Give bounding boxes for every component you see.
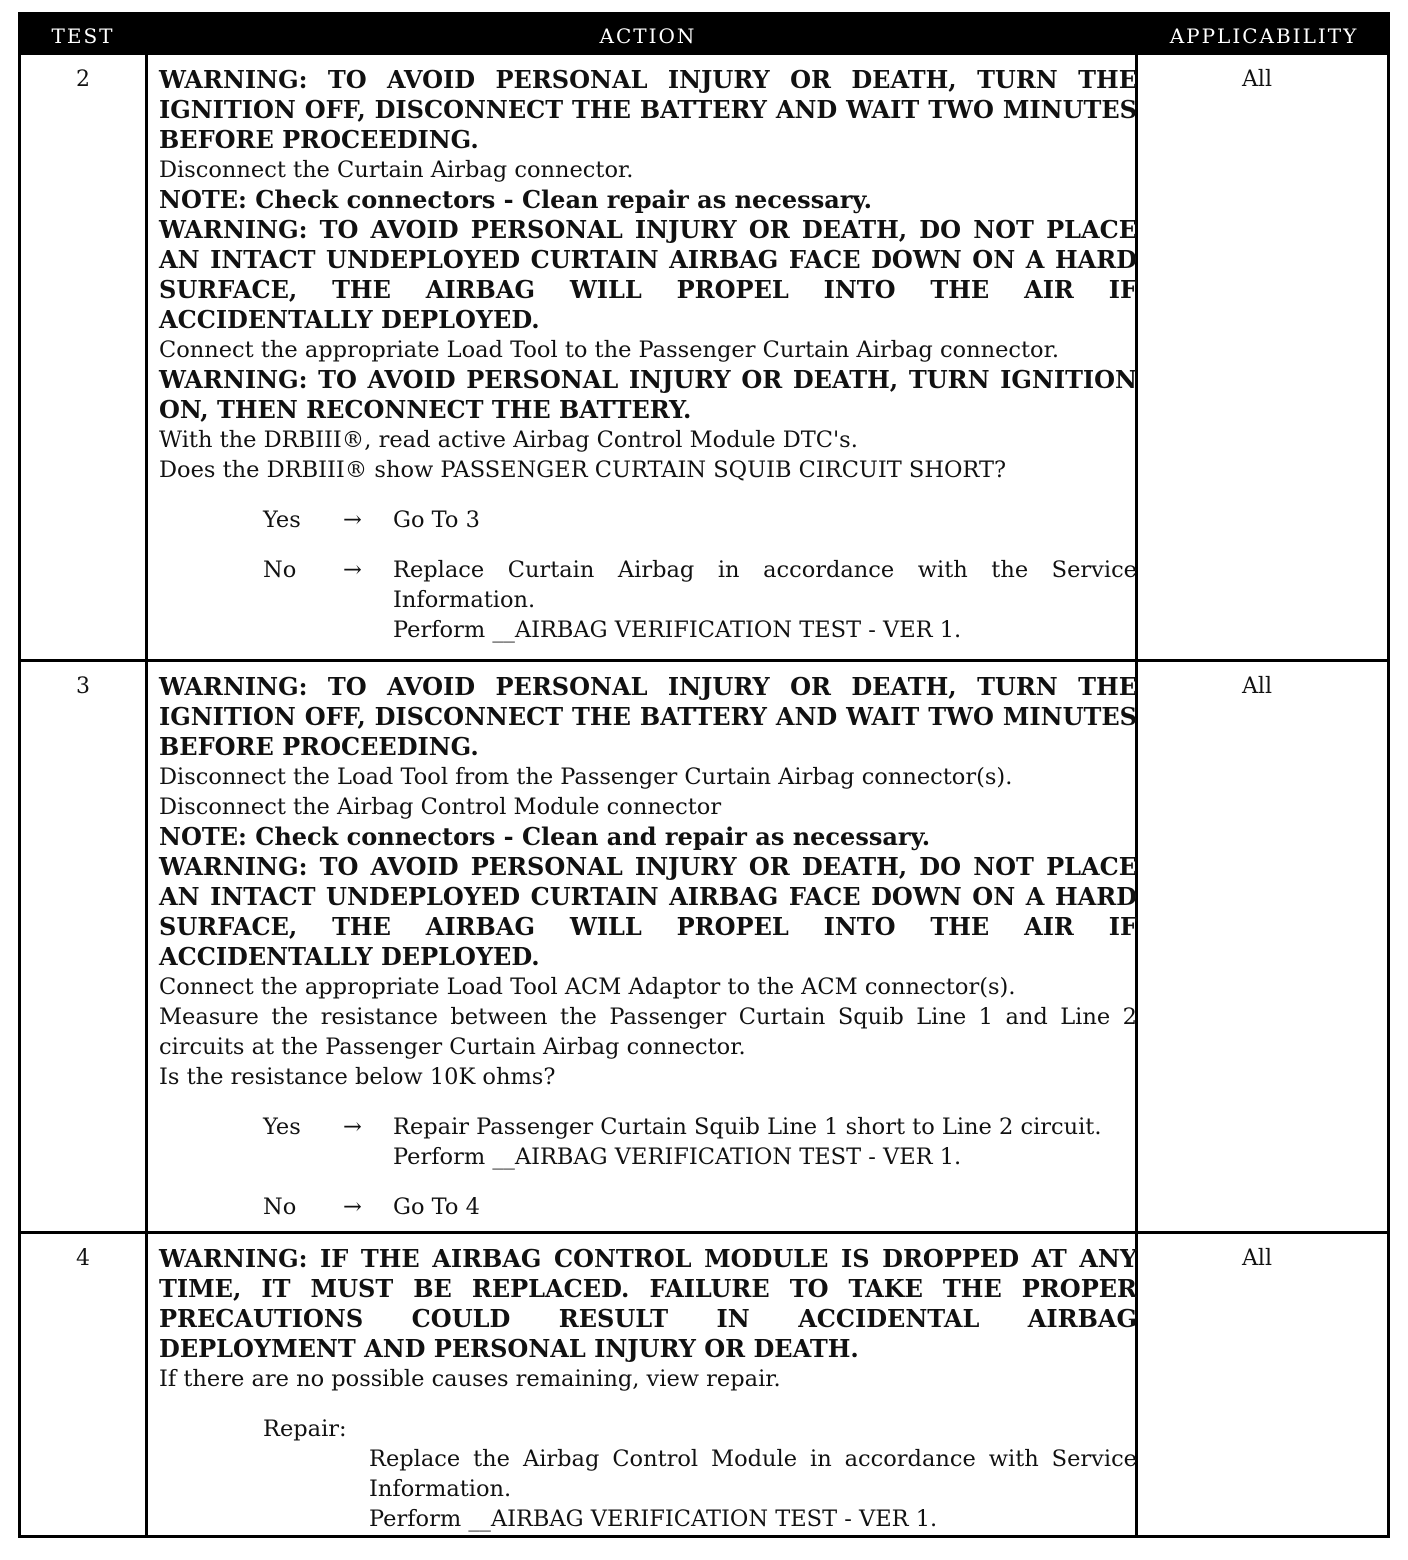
header-applicability: APPLICABILITY [1169,24,1359,48]
yes-result-line: Repair Passenger Curtain Squib Line 1 short to Line 2 circuit. [393,1114,1102,1140]
no-result-line: Replace Curtain Airbag in accordance with the Service Information. [393,557,1137,613]
note-text: NOTE: Check connectors - Clean repair as necessary. [159,185,872,214]
note-text: NOTE: Check connectors - Clean and repair as necessary. [159,822,931,851]
warning-text: WARNING: TO AVOID PERSONAL INJURY OR DEATH, TURN IGNITION ON, THEN RECONNECT THE BATTERY. [159,365,1137,424]
applicability-value: All [1242,674,1272,699]
action-cell [159,65,1137,645]
action-cell [159,672,1137,1222]
repair-text: Perform __AIRBAG VERIFICATION TEST - VER 1. [369,1506,938,1532]
repair-text: Replace the Airbag Control Module in accordance with Service Information. [369,1446,1137,1502]
action-cell [159,1244,1137,1534]
test-row-3 [21,659,1387,1231]
applicability-value: All [1242,1246,1272,1271]
applicability-value: All [1242,67,1272,92]
question-text: Does the DRBIII® show PASSENGER CURTAIN SQUIB CIRCUIT SHORT? [159,457,1007,483]
no-result [393,555,1137,645]
warning-text: WARNING: IF THE AIRBAG CONTROL MODULE IS DROPPED AT ANY TIME, IT MUST BE REPLACED. FAILURE TO TAKE THE PROPER PRECAUTIONS COULD RESULT IN ACCIDENTAL AIRBAG DEPLOYMENT AND PERSONAL INJURY OR DEATH. [159,1244,1137,1363]
header-test: TEST [51,24,115,48]
yes-branch [159,505,1137,535]
step-text: Connect the appropriate Load Tool ACM Adaptor to the ACM connector(s). [159,974,1016,1000]
no-label: No [263,557,297,583]
no-result-line: Perform __AIRBAG VERIFICATION TEST - VER 1. [393,617,962,643]
yes-result-line: Perform __AIRBAG VERIFICATION TEST - VER 1. [393,1144,962,1170]
no-label: No [263,1194,297,1220]
table-header [21,15,1387,55]
step-text: Disconnect the Load Tool from the Passenger Curtain Airbag connector(s). [159,764,1013,790]
step-text: Disconnect the Curtain Airbag connector. [159,157,634,183]
no-branch [159,1192,1137,1222]
step-text: Connect the appropriate Load Tool to the Passenger Curtain Airbag connector. [159,337,1060,363]
step-text: Measure the resistance between the Passenger Curtain Squib Line 1 and Line 2 circuits at the Passenger Curtain Airbag connector. [159,1004,1137,1060]
arrow-icon: → [343,1114,362,1140]
warning-text: WARNING: TO AVOID PERSONAL INJURY OR DEATH, DO NOT PLACE AN INTACT UNDEPLOYED CURTAIN AIRBAG FACE DOWN ON A HARD SURFACE, THE AIRBAG WILL PROPEL INTO THE AIR IF ACCIDENTALLY DEPLOYED. [159,215,1137,334]
yes-label: Yes [263,1114,301,1140]
header-action: ACTION [599,24,697,48]
warning-text: WARNING: TO AVOID PERSONAL INJURY OR DEATH, TURN THE IGNITION OFF, DISCONNECT THE BATTERY AND WAIT TWO MINUTES BEFORE PROCEEDING. [159,65,1137,154]
test-number: 4 [76,1246,90,1271]
step-text: With the DRBIII®, read active Airbag Control Module DTC's. [159,427,858,453]
diagnostic-table [18,12,1390,1538]
no-result: Go To 4 [393,1194,480,1220]
test-number: 2 [76,67,90,92]
test-row-2 [21,55,1387,659]
arrow-icon: → [343,557,362,583]
test-number: 3 [76,674,90,699]
arrow-icon: → [343,1194,362,1220]
arrow-icon: → [343,507,362,533]
yes-label: Yes [263,507,301,533]
no-branch [159,555,1137,645]
step-text: Disconnect the Airbag Control Module connector [159,794,722,820]
test-row-4 [21,1231,1387,1535]
question-text: Is the resistance below 10K ohms? [159,1064,556,1090]
repair-label: Repair: [263,1416,347,1442]
warning-text: WARNING: TO AVOID PERSONAL INJURY OR DEATH, DO NOT PLACE AN INTACT UNDEPLOYED CURTAIN AIRBAG FACE DOWN ON A HARD SURFACE, THE AIRBAG WILL PROPEL INTO THE AIR IF ACCIDENTALLY DEPLOYED. [159,852,1137,971]
warning-text: WARNING: TO AVOID PERSONAL INJURY OR DEATH, TURN THE IGNITION OFF, DISCONNECT THE BATTERY AND WAIT TWO MINUTES BEFORE PROCEEDING. [159,672,1137,761]
yes-result: Go To 3 [393,507,480,533]
step-text: If there are no possible causes remaining, view repair. [159,1366,781,1392]
yes-result [393,1112,1137,1172]
yes-branch [159,1112,1137,1172]
